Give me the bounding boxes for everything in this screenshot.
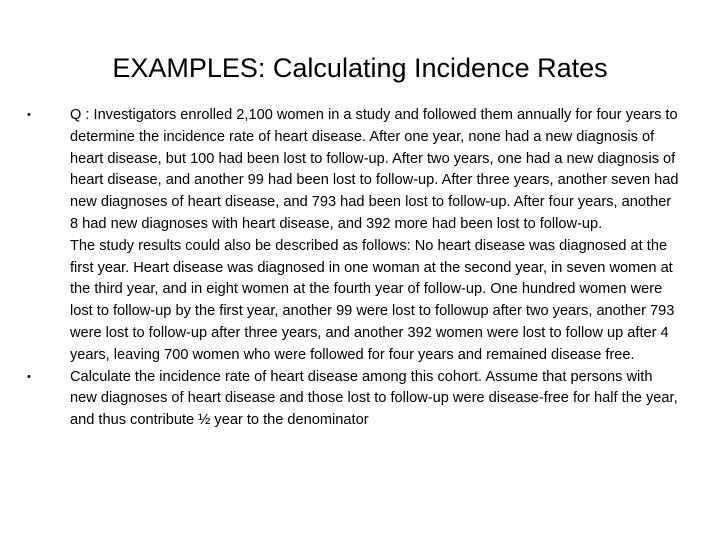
bullet-item-task [27,367,682,432]
bullet-item-question [27,105,682,367]
bullet-marker: • [27,109,31,121]
study-results-paragraph: The study results could also be described as follows: No heart disease was diagnosed at the first year. Heart disease was diagnosed in one woman at the second year, in seven women at the third year, and in eight women at the fourth year of follow-up. One hundred women were lost to follow-up by the first year, another 99 were lost to followup after two years, another 793 were lost to follow-up after three years, and another 392 women were lost to follow up after 4 years, leaving 700 women who were followed for four years and remained disease free. [70,237,675,363]
slide-content [27,105,682,432]
bullet-marker: • [27,370,31,383]
question-paragraph: Q : Investigators enrolled 2,100 women in a study and followed them annually for four years to determine the incidence rate of heart disease. After one year, none had a new diagnosis of heart disease, but 100 had been lost to follow-up. After two years, one had a new diagnosis of heart disease, and another 99 had been lost to follow-up. After three years, another seven had new diagnoses of heart disease, and 793 had been lost to follow-up. After four years, another 8 had new diagnoses with heart disease, and 392 more had been lost to follow-up. [70,107,679,232]
slide-title: EXAMPLES: Calculating Incidence Rates [112,53,608,83]
task-paragraph: Calculate the incidence rate of heart disease among this cohort. Assume that persons with new diagnoses of heart disease and those lost to follow-up were disease-free for half the year, and thus contribute ½ year to the denominator [70,368,678,429]
